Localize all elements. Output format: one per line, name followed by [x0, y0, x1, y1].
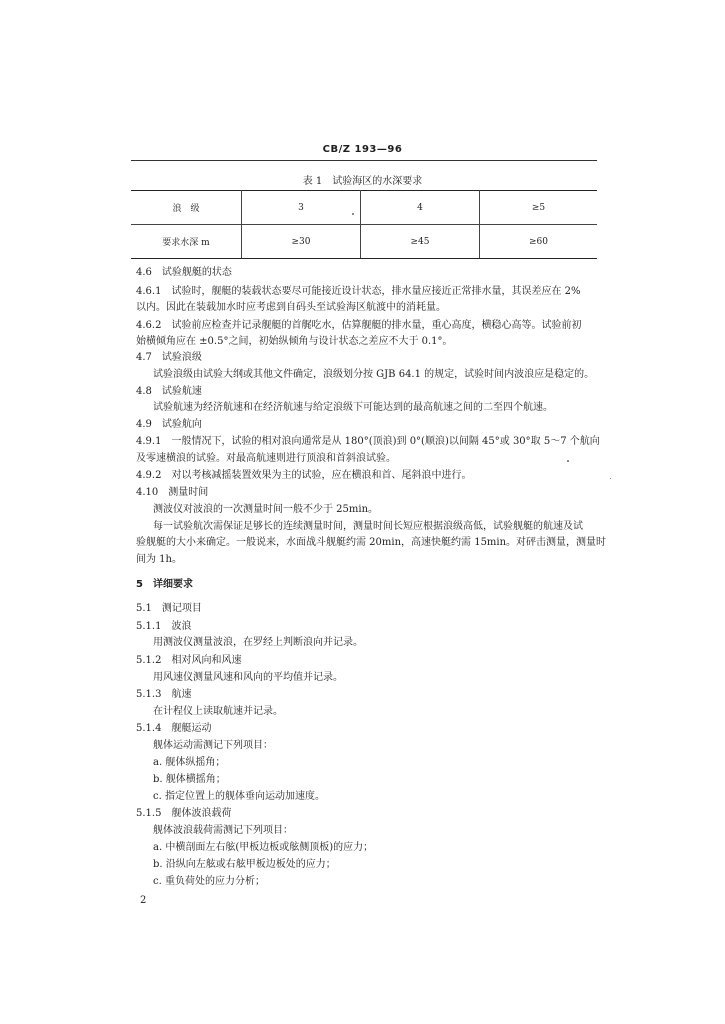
text-line: 4.9.1 一般情况下，试验的相对浪向通常是从 180°(顶浪)到 0°(顺浪)以间隔 45°或 30°取 5～7 个航向: [136, 436, 600, 447]
text-line: 舰体运动需测记下列项目：: [153, 740, 273, 751]
list-item: c. 指定位置上的舰体垂向运动加速度。: [153, 791, 325, 802]
section-heading: 4.6 试验舰艇的状态: [136, 267, 232, 278]
text-line: 4.9.2 对以考核减摇装置效果为主的试验，应在横浪和首、尾斜浪中进行。: [136, 470, 472, 481]
table-cell: ≥5: [480, 191, 598, 225]
table-cell: ≥60: [480, 225, 598, 259]
text-line: 在计程仪上读取航速并记录。: [153, 706, 283, 717]
text-line: 试验航速为经济航速和在经济航速与给定浪级下可能达到的最高航速之间的二至四个航速。: [153, 402, 553, 413]
section-heading: 5.1.5 舰体波浪载荷: [136, 808, 232, 819]
section-heading: 4.9 试验航向: [136, 419, 202, 430]
table-cell: 4: [361, 191, 480, 225]
list-item: b. 舰体横摇角；: [153, 774, 226, 785]
section-heading: 5.1.3 航速: [136, 689, 192, 700]
scan-speck: [567, 460, 569, 462]
list-item: a. 中横剖面左右舷(甲板边板或舷侧顶板)的应力；: [153, 842, 374, 853]
table-row: [131, 225, 597, 259]
table-cell: 3: [242, 191, 361, 225]
water-depth-table: [131, 190, 597, 259]
table-cell: ≥30: [242, 225, 361, 259]
table-cell: 要求水深 m: [131, 225, 242, 259]
section-heading: 5.1.4 舰艇运动: [136, 723, 212, 734]
text-line: 用测波仪测量波浪，在罗经上判断浪向并记录。: [153, 637, 363, 648]
table-row: [131, 191, 597, 225]
text-line: 舰体波浪载荷需测记下列项目：: [153, 825, 293, 836]
section-heading: 4.7 试验浪级: [136, 352, 202, 363]
standard-code: CB/Z 193—96: [322, 144, 403, 155]
list-item: b. 沿纵向左舷或右舷甲板边板处的应力；: [153, 859, 336, 870]
list-item: a. 舰体纵摇角；: [153, 757, 226, 768]
section-heading: 4.8 试验航速: [136, 386, 202, 397]
text-line: 4.6.1 试验时，舰艇的装载状态要尽可能接近设计状态，排水量应接近正常排水量，其误差应在 2%: [136, 286, 581, 297]
text-line: 验舰艇的大小来确定。一般说来，水面战斗舰艇约需 20min，高速快艇约需 15min。对砰击测量，测量时: [136, 537, 607, 548]
text-line: 试验浪级由试验大纲或其他文件确定，浪级划分按 GJB 64.1 的规定，试验时间内波浪应是稳定的。: [153, 369, 595, 380]
section-heading: 5.1.2 相对风向和风速: [136, 655, 242, 666]
text-line: 测波仪对波浪的一次测量时间一般不少于 25min。: [153, 504, 379, 515]
section-heading: 5.1 测记项目: [136, 603, 202, 614]
page-number: 2: [140, 895, 147, 906]
scan-speck: [610, 478, 611, 479]
section-heading: 4.10 测量时间: [136, 487, 209, 498]
section-heading: 5.1.1 波浪: [136, 621, 192, 632]
chapter-heading: 5 详细要求: [136, 579, 193, 590]
table-title: 表 1 试验海区的水深要求: [302, 176, 423, 187]
text-line: 以内。因此在装载加水时应考虑到自码头至试验海区航渡中的消耗量。: [136, 302, 446, 313]
scan-speck: [352, 213, 354, 215]
table-cell: 浪 级: [131, 191, 242, 225]
text-line: 始横倾角应在 ±0.5°之间，初始纵倾角与设计状态之差应不大于 0.1°。: [136, 336, 453, 347]
text-line: 4.6.2 试验前应检查并记录舰艇的首艉吃水，估算舰艇的排水量，重心高度，横稳心高等。试验前初: [136, 320, 582, 331]
text-line: 间为 1h。: [136, 554, 182, 565]
text-line: 用风速仪测量风速和风向的平均值并记录。: [153, 672, 343, 683]
header-rule: [131, 160, 597, 161]
text-line: 每一试验航次需保证足够长的连续测量时间，测量时间长短应根据浪级高低，试验舰艇的航速及试: [153, 521, 583, 532]
list-item: c. 重负荷处的应力分析；: [153, 876, 265, 887]
text-line: 及零速横浪的试验。对最高航速则进行顶浪和首斜浪试验。: [136, 453, 396, 464]
table-cell: ≥45: [361, 225, 480, 259]
